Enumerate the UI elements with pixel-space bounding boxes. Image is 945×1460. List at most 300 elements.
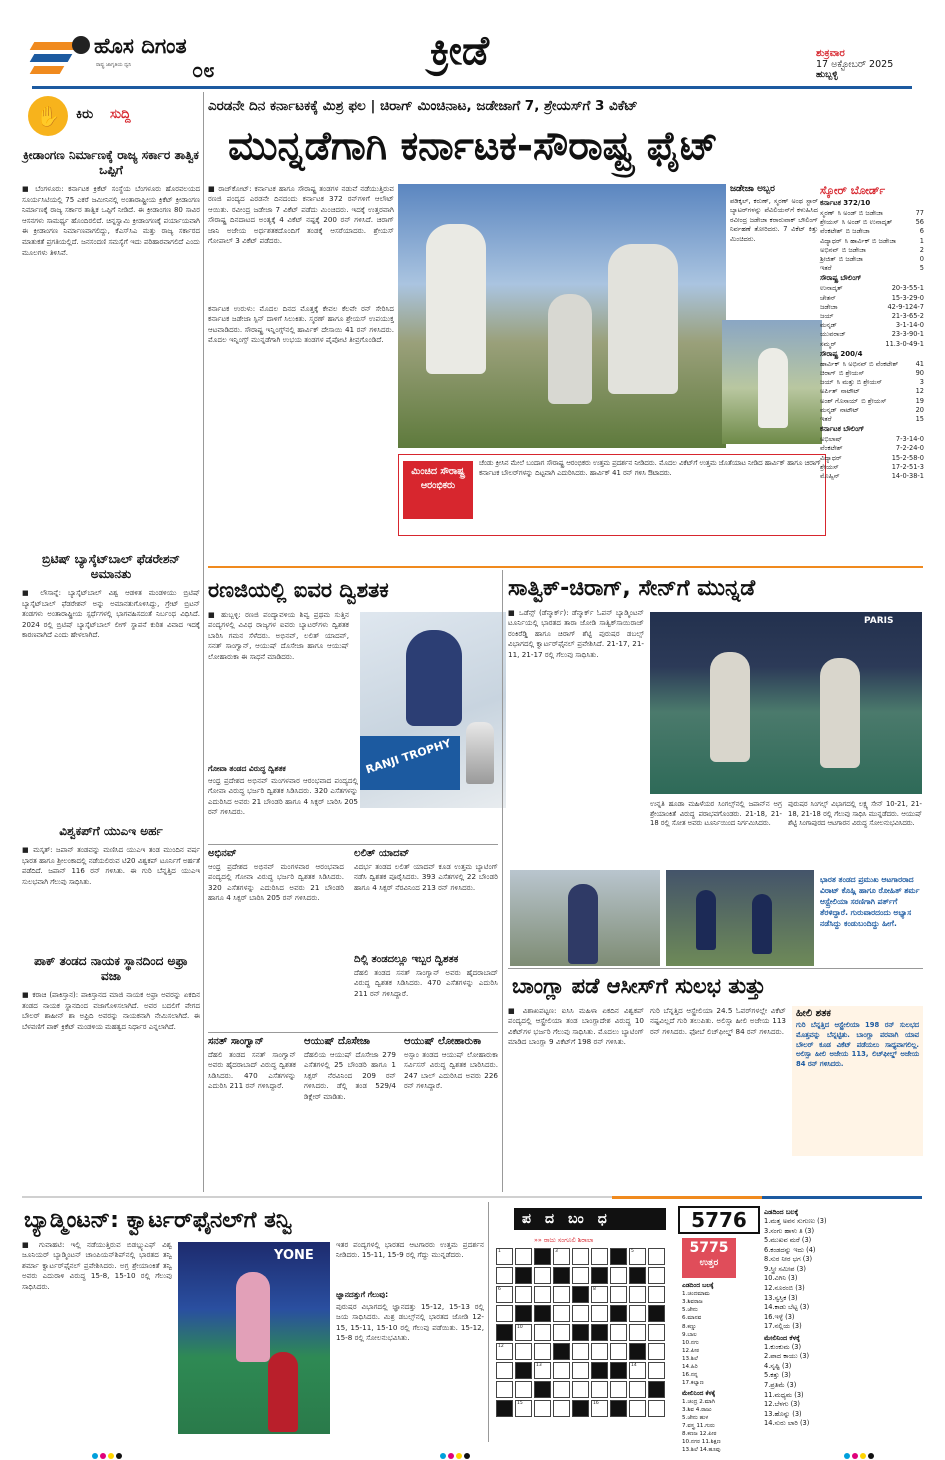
lead-story [208, 92, 923, 562]
score-row [820, 227, 924, 236]
clue: 13.ಸ್ವಸ್ತಿಕ (3) [764, 1293, 798, 1302]
crossword-cell[interactable] [496, 1324, 513, 1341]
score-cell: ಸಿ ಅಭಿನವ್ ಬಿ ವೆಂಕಟೇಶ್ [842, 359, 899, 368]
crossword-cell[interactable] [591, 1324, 608, 1341]
brief-body: ■ ಬೆಂಗಳೂರು: ಕರ್ನಾಟಕ ಕ್ರಿಕೆಟ್ ಸಂಸ್ಥೆಯ ಬೆಂಗಳೂರು ಹೊರವಲಯದ ಸೂರ್ಯಸಿಟಿಯಲ್ಲಿ 75 ಎಕರೆ ಜಮೀನಿನಲ್ಲಿ ಅಂತಾರಾಷ್ಟ್ರೀಯ ಕ್ರಿಕೆಟ್ ಕ್ರೀಡಾಂಗಣ ನಿರ್ಮಾಣಕ್ಕೆ ರಾಜ್ಯ ಸರ್ಕಾರ ತಾತ್ವಿಕ ಒಪ್ಪಿಗೆ ನೀಡಿದೆ. ಈ ಕ್ರೀಡಾಂಗಣ 80 ಸಾವಿರ ಆಸನಗಳು ಸಾಮರ್ಥ್ಯ ಹೊಂದಿರಲಿದೆ. ಚಿನ್ನಸ್ವಾಮಿ ಕ್ರೀಡಾಂಗಣಕ್ಕೆ ಪರ್ಯಾಯವಾಗಿ ಈ ಕ್ರೀಡಾಂಗಣ ನಿರ್ಮಾಣವಾಗಲಿದ್ದು, ಕೆಎಸ್‌ಸಿಎ ಮತ್ತು ರಾಜ್ಯ ಸರ್ಕಾರದ ಮಾತುಕತೆ ಪ್ರಗತಿಯಲ್ಲಿದೆ. ಜನಸಂದಣಿ ಸಮಸ್ಯೆಗೆ ಇದು ಪರಿಹಾರವಾಗಲಿದೆ ಎಂದು ಮೂಲಗಳು ತಿಳಿಸಿವೆ. [22, 185, 200, 257]
crossword-cell[interactable] [496, 1248, 513, 1265]
score-cell: ಅಭಿಲಾಷ್ [820, 435, 842, 444]
score-cell: 0 [919, 255, 924, 264]
kohli-caption: ಭಾರತ ತಂಡದ ಪ್ರಮುಖ ಆಟಗಾರರಾದ ವಿರಾಟ್ ಕೊಹ್ಲಿ ಹಾಗೂ ರೋಹಿತ್ ಶರ್ಮ ಆಸ್ಟ್ರೇಲಿಯಾ ಸರಣಿಗಾಗಿ ಪರ್ತ್‌ಗೆ ತೆರಳಿದ್ದಾರೆ. ಗುರುವಾರದಂದು ಅಭ್ಯಾಸ ನಡೆಸಿದ್ದು ಕಂಡುಬಂದಿದ್ದು ಹೀಗೆ. [820, 875, 920, 928]
score-row [820, 472, 924, 481]
crossword-cell[interactable] [515, 1362, 532, 1379]
lead-kicker: ಎರಡನೇ ದಿನ ಕರ್ನಾಟಕಕ್ಕೆ ಮಿಶ್ರ ಫಲ | ಚಿರಾಗ್ ಮಿಂಚಿನಾಟ, ಜಡೇಜಾಗೆ 7, ಶ್ರೇಯಸ್‌ಗೆ 3 ವಿಕೆಟ್ [208, 98, 638, 114]
score-cell: 2 [919, 245, 924, 254]
brief-item [22, 552, 200, 820]
masthead-day: ಶುಕ್ರವಾರ [816, 48, 845, 59]
crossword-cell[interactable] [496, 1305, 513, 1322]
crossword-cell[interactable] [591, 1248, 608, 1265]
ranji-headline: ರಣಜಿಯಲ್ಲಿ ಐವರ ದ್ವಿಶತಕ [208, 578, 389, 602]
lead-headline: ಮುನ್ನಡೆಗಾಗಿ ಕರ್ನಾಟಕ-ಸೌರಾಷ್ಟ್ರ ಫೈಟ್ [228, 124, 719, 169]
brief-title: ಕ್ರೀಡಾಂಗಣ ನಿರ್ಮಾಣಕ್ಕೆ ರಾಜ್ಯ ಸರ್ಕಾರ ತಾತ್ವಿಕ ಒಪ್ಪಿಗೆ [23, 148, 199, 177]
brief-title: ಬ್ರಿಟಿಷ್ ಬ್ಯಾಸ್ಕೆಟ್‌ಬಾಲ್ ಫೆಡರೇಶನ್ ಅಮಾನತು [42, 552, 180, 581]
player-figure [752, 894, 772, 954]
score-cell [835, 264, 917, 273]
section-rule [208, 566, 923, 568]
crossword-cell[interactable] [553, 1267, 570, 1284]
crossword-cell[interactable] [515, 1400, 532, 1417]
clue: 3.ಶಿವರಾಜ [682, 1299, 703, 1306]
cell-number: 8 [593, 1287, 596, 1292]
player-figure [426, 224, 486, 374]
ranji-photo-text: RANJI TROPHY [364, 736, 453, 777]
brief-body: ■ ಲೌಸಾನ್ನೆ: ಬ್ಯಾಸ್ಕೆಟ್‌ಬಾಲ್ ವಿಶ್ವ ಆಡಳಿತ ಮಂಡಳಿಯು ಬ್ರಿಟಿಷ್ ಬ್ಯಾಸ್ಕೆಟ್‌ಬಾಲ್ ಫೆಡರೇಶನ್ ಅನ್ನು ಅಮಾನತುಗೊಳಿಸಿದ್ದು, ಗ್ರೇಟ್ ಬ್ರಿಟನ್ ತಂಡಗಳು ಅಂತಾರಾಷ್ಟ್ರೀಯ ಸ್ಪರ್ಧೆಗಳಲ್ಲಿ ಭಾಗವಹಿಸದಂತೆ ನಿರ್ಬಂಧ ವಿಧಿಸಿದೆ. 2024 ರಲ್ಲಿ ಬ್ರಿಟಿಷ್ ಬ್ಯಾಸ್ಕೆಟ್‌ಬಾಲ್ ಲೀಗ್ ಸ್ಥಾಪನೆ ಕುರಿತ ವಿವಾದ ಇದಕ್ಕೆ ಕಾರಣವಾಗಿದೆ ಎಂದು ಹೇಳಲಾಗಿದೆ. [22, 589, 200, 640]
brief-body: ■ ಮಸ್ಕತ್: ಜಪಾನ್ ತಂಡವನ್ನು ಮಣಿಸಿದ ಯುಎಇ ತಂಡ ಮುಂದಿನ ವರ್ಷ ಭಾರತ ಹಾಗೂ ಶ್ರೀಲಂಕಾದಲ್ಲಿ ನಡೆಯಲಿರುವ ಟಿ20 ವಿಶ್ವಕಪ್ ಟೂರ್ನಿಗೆ ಅರ್ಹತೆ ಪಡೆದಿದೆ. ಜಪಾನ್ 116 ರನ್ ಗಳಿಸಿತು. ಈ ಗುರಿ ಬೆನ್ನತ್ತಿದ ಯುಎಇ ಸುಲಭವಾಗಿ ಗೆಲುವು ಸಾಧಿಸಿತು. [22, 846, 200, 886]
clue: 1.ಚಂದ್ರ 2.ಮಾಗಿ [682, 1398, 715, 1405]
player-figure [236, 1272, 270, 1362]
column-divider [502, 570, 503, 1192]
score-row [820, 218, 924, 227]
scoreboard [820, 184, 924, 562]
crossword-cell[interactable] [553, 1362, 570, 1379]
crossword-cell[interactable] [610, 1324, 627, 1341]
player-name: ಲಲಿತ್ ಯಾದವ್ [354, 848, 410, 859]
crossword-cell[interactable] [496, 1343, 513, 1360]
scoreboard-innings: ಕರ್ನಾಟಕ 372/10 [820, 199, 871, 207]
clue: 12.ಬೆಳಗು (3) [764, 1400, 800, 1409]
clue: 9.ಬಾಲ [682, 1331, 697, 1338]
crossword-cell[interactable] [591, 1305, 608, 1322]
score-cell: 23-3-90-1 [891, 330, 924, 339]
bottom-rule-accent [762, 1196, 922, 1199]
cell-number: 6 [498, 1287, 501, 1292]
crossword-cell[interactable] [515, 1248, 532, 1265]
brief-label-b: ಸುದ್ದಿ [110, 107, 131, 122]
clue: 8.ಸುರ ನೀರ ಭಗ (3) [764, 1255, 813, 1264]
clue: 16.ನನ್ನ [682, 1372, 698, 1379]
print-marks [440, 1444, 500, 1452]
brief-item [22, 954, 200, 1202]
crossword-cell[interactable] [610, 1362, 627, 1379]
crossword-cell[interactable] [553, 1343, 570, 1360]
prev-answers [682, 1282, 760, 1454]
crossword-cell[interactable] [553, 1381, 570, 1398]
score-cell: ಚಿರಾಗ್ [820, 369, 836, 378]
score-row [820, 360, 924, 369]
crossword-cell[interactable] [629, 1248, 646, 1265]
crossword-cell[interactable] [610, 1381, 627, 1398]
masthead-rule [32, 86, 912, 89]
crossword-cell[interactable] [629, 1286, 646, 1303]
crossword-cell[interactable] [629, 1362, 646, 1379]
across-list [764, 1217, 922, 1332]
player-name: ಆಯುಷ್ ಲೋಹಾರುಕಾ [404, 1036, 482, 1047]
clues [764, 1208, 922, 1440]
score-row [820, 397, 924, 406]
crossword-cell[interactable] [534, 1343, 551, 1360]
prev-down-title: ಮೇಲಿನಿಂದ ಕೆಳಕ್ಕೆ [682, 1389, 716, 1397]
score-cell: ಶ್ರೀಜಿತ್ [820, 255, 836, 264]
score-cell: ಬಿ ಜಡೇಜಾ [845, 227, 870, 236]
crossword-cell[interactable] [553, 1400, 570, 1417]
crossword-cell[interactable] [534, 1400, 551, 1417]
score-cell: 19 [915, 396, 924, 405]
crossword-cell[interactable] [629, 1400, 646, 1417]
clue: 1.ಮತ್ತ ಅವನ ಸುಗುಣು (3) [764, 1217, 827, 1225]
score-cell: ಇತರೆ [820, 415, 832, 424]
score-cell: ಜಯ್ [820, 378, 834, 387]
score-cell: ನಾಟೌಟ್ [839, 405, 860, 414]
masthead-date: 17 ಅಕ್ಟೋಬರ್ 2025 [816, 59, 894, 70]
crossword-cell[interactable] [629, 1381, 646, 1398]
crossword-cell[interactable] [496, 1286, 513, 1303]
clue: 10.ನಗು [682, 1339, 699, 1346]
photo-caption [730, 184, 818, 334]
score-cell: ಸಿ ಮತ್ತು ಬಿ ಶ್ರೇಯಸ್ [836, 378, 883, 387]
score-cell: ಮೊಹ್ಸಿನ್ [820, 472, 840, 481]
clue: 14.ಸುರು ಲಾರಿ (3) [764, 1419, 810, 1428]
bowling-table [820, 435, 924, 481]
player-name: ದಿಲ್ಲಿ ತಂಡದಲ್ಲೂ ಇಬ್ಬರ ದ್ವಿಶತಕ [354, 954, 459, 965]
clue: 17.ನಲ್ಲಿಯ (3) [764, 1322, 802, 1331]
score-cell: ವಿದ್ಯಾಧರ್ [820, 236, 842, 245]
crossword-cell[interactable] [648, 1400, 665, 1417]
score-cell: ಹಾರ್ವಿಕ್ [820, 359, 840, 368]
crossword-cell[interactable] [515, 1381, 532, 1398]
crossword-cell[interactable] [572, 1305, 589, 1322]
score-cell: 42-9-124-7 [887, 302, 924, 311]
score-cell: 3-1-14-0 [895, 321, 924, 330]
score-row [820, 264, 924, 273]
crossword-cell[interactable] [553, 1305, 570, 1322]
clue: 5.ಕತ್ತು (3) [764, 1371, 791, 1380]
crossword-cell[interactable] [648, 1305, 665, 1322]
lamp-icon [72, 36, 90, 54]
down-title: ಮೇಲಿನಿಂದ ಕೆಳಕ್ಕೆ [764, 1333, 800, 1342]
crossword-cell[interactable] [515, 1324, 532, 1341]
clue: 1.ಚಂದಮಾಮ [682, 1291, 710, 1297]
crossword-cell[interactable] [515, 1286, 532, 1303]
crossword-cell[interactable] [629, 1267, 646, 1284]
rohit-photo [666, 870, 814, 966]
score-cell: 12 [915, 387, 924, 396]
jadeja-photo [722, 320, 822, 444]
score-cell: 41 [915, 359, 924, 368]
score-cell: ಸಮ್ಮರ್ [820, 339, 837, 348]
clue: 13.ಶಿಲೆ [682, 1356, 698, 1362]
hand-icon: ✋ [28, 96, 68, 136]
magenta-dot [100, 1453, 106, 1459]
score-cell: 6 [919, 227, 924, 236]
score-cell: 5 [919, 264, 924, 273]
tanvi-photo-text: YONE [274, 1248, 314, 1263]
clue: 7.ಪ್ರತಿಮೆ (3) [764, 1381, 797, 1389]
scoreboard-bowling-title: ಸೌರಾಷ್ಟ್ರ ಬೌಲಿಂಗ್ [820, 274, 862, 283]
score-row [820, 435, 924, 444]
clue: 1.ಕುಂಕುಮ (3) [764, 1342, 802, 1351]
score-cell: ಬಿ ಜಡೇಜಾ [838, 255, 863, 264]
shine-box [398, 454, 826, 536]
crossword [492, 1202, 924, 1454]
crossword-cell[interactable] [496, 1381, 513, 1398]
divider-line [508, 968, 923, 969]
score-row [820, 284, 924, 293]
score-row [820, 237, 924, 246]
crossword-cell[interactable] [572, 1343, 589, 1360]
player-figure [568, 884, 598, 964]
player-name: ಆಯುಷ್ ದೊಸೇಜಾ [304, 1036, 371, 1047]
shine-body: ಚೆಂಡು ಕ್ರೀಸಿನ ಮೇಲೆ ಬಂದಾಗ ಸೌರಾಷ್ಟ್ರ ಆರಂಭಿಕರು ಉತ್ತಮ ಪ್ರದರ್ಶನ ನೀಡಿದರು. ಮೊದಲ ವಿಕೆಟ್‌ಗೆ ಉತ್ತಮ ಜೊತೆಯಾಟ ನೀಡಿದ ಹಾರ್ವಿಕ್ ಹಾಗೂ ಚಿರಾಗ್ ಕರ್ನಾಟಕ ಬೌಲರ್‌ಗಳನ್ನು ದಿಟ್ಟವಾಗಿ ಎದುರಿಸಿದರು. ಹಾರ್ವಿಕ್ 41 ರನ್ ಗಳಿಸಿ ಔಟಾದರು. [479, 459, 821, 477]
player-body: ದೆಹಲಿಯ ಆಯುಷ್ ದೊಸೇಜಾ 279 ಎಸೆತಗಳಲ್ಲಿ 25 ಬೌಂಡರಿ ಹಾಗೂ 1 ಸಿಕ್ಸರ್ ನೆರವಿನಿಂದ 209 ರನ್ ಗಳಿಸಿದರು. ಡೆಲ್ಲಿ ತಂಡ 529/4 ಡಿಕ್ಲೇರ್ ಮಾಡಿತು. [304, 1050, 396, 1101]
score-cell: ವೆಂಕಟೇಶ್ [820, 444, 843, 453]
clue: 2.ಪಾದ ಕಾಯು (3) [764, 1352, 810, 1361]
crossword-cell[interactable] [496, 1267, 513, 1284]
crossword-cell[interactable] [610, 1286, 627, 1303]
score-cell: ಯುವರಾಜ್ [820, 330, 846, 339]
score-row [820, 454, 924, 463]
photo-caption-body: ಪಡಿಕ್ಕಲ್, ಕರುಣ್, ಸ್ಮರಣ್ ಅಂಥ ಸ್ಟಾರ್ ಬ್ಯಾಟರ್‌ಗಳನ್ನು ಪೆವಿಲಿಯನ್‌ಗೆ ಕಳುಹಿಸಿದ ರವೀಂದ್ರ ಜಡೇಜಾ ಕರಾರುವಾಕ್ ಬೌಲಿಂಗ್ ನಿರ್ವಹಣೆ ತೋರಿದರು. 7 ವಿಕೆಟ್ ಕಿತ್ತು ಮಿಂಚಿದರು. [730, 197, 818, 243]
satwik-photo-text: PARIS [864, 616, 894, 626]
crossword-cell[interactable] [629, 1324, 646, 1341]
crossword-cell[interactable] [591, 1267, 608, 1284]
batting-table [820, 360, 924, 424]
score-cell: ಬಿ ಶ್ರೇಯಸ್ [838, 369, 865, 378]
bangla-body: ಗುರಿ ಬೆನ್ನತ್ತಿದ ಆಸ್ಟ್ರೇಲಿಯಾ 24.5 ಓವರ್‌ಗಳಲ್ಲೇ ವಿಕೆಟ್ ನಷ್ಟವಿಲ್ಲದೆ ಗುರಿ ತಲುಪಿತು. ಅಲಿಸ್ಸಾ ಹೀಲಿ ಅಜೇಯ 113 ರನ್ ಗಳಿಸಿದರು. ಫೋಬೆ ಲಿಚ್‌ಫೀಲ್ಡ್ 84 ರನ್ ಗಳಿಸಿದರು. [650, 1006, 786, 1036]
masthead-logo: ಹೊಸ ದಿಗಂತ [94, 34, 187, 58]
score-cell: ಬಿ ಜಡೇಜಾ [841, 245, 866, 254]
cell-number: 5 [631, 1249, 634, 1254]
score-row [820, 294, 924, 303]
crossword-cell[interactable] [553, 1324, 570, 1341]
score-row [820, 330, 924, 339]
crossword-cell[interactable] [610, 1343, 627, 1360]
clue: 6.ಮಾನವ [682, 1315, 702, 1322]
ranji-photo [360, 612, 506, 808]
player-name: ಸನತ್ ಸಾಂಗ್ವಾನ್ [208, 1036, 264, 1047]
crossword-cell[interactable] [572, 1381, 589, 1398]
across-title: ಎಡದಿಂದ ಬಲಕ್ಕೆ [764, 1208, 799, 1216]
crossword-cell[interactable] [629, 1343, 646, 1360]
crossword-cell[interactable] [610, 1400, 627, 1417]
score-cell: 11.3-0-49-1 [885, 339, 924, 348]
clue: 5.ಜೇನು [682, 1307, 698, 1314]
crossword-cell[interactable] [591, 1343, 608, 1360]
crossword-cell[interactable] [515, 1343, 532, 1360]
tanvi-story [22, 1202, 484, 1442]
score-cell [835, 415, 913, 424]
clue: 14.ಹಿರಿ [682, 1364, 698, 1371]
crossword-cell[interactable] [591, 1362, 608, 1379]
score-cell: 20 [915, 405, 924, 414]
crossword-cell[interactable] [572, 1362, 589, 1379]
print-marks [92, 1444, 152, 1452]
ranji-subhead: ಗೋವಾ ತಂಡದ ವಿರುದ್ಧ ದ್ವಿಶತಕ [208, 764, 286, 773]
score-cell: 20-3-55-1 [891, 284, 924, 293]
ranji-body: ■ ಹುಬ್ಬಳ್ಳಿ: ರಣಜಿ ಪಂದ್ಯಾವಳಿಯ ಶಿವ್ವ ಪ್ರಥಮ ಸುತ್ತಿನ ಪಂದ್ಯಗಳಲ್ಲಿ ವಿವಿಧ ರಾಜ್ಯಗಳ ಐವರು ಬ್ಯಾಟರ್‌ಗಳು ದ್ವಿಶತಕ ಬಾರಿಸಿ ಗಮನ ಸೆಳೆದರು. ಅಭಿನವ್, ಲಲಿತ್ ಯಾದವ್, ಸನತ್ ಸಾಂಗ್ವಾನ್, ಆಯುಷ್ ದೊಸೇಜಾ ಹಾಗೂ ಆಯುಷ್ ಲೋಹಾರುಕಾ ಈ ಸಾಧನೆ ಮಾಡಿದರು. [208, 610, 349, 661]
divider-line [208, 844, 498, 845]
crossword-cell[interactable] [648, 1267, 665, 1284]
crossword-cell[interactable] [648, 1343, 665, 1360]
crossword-cell[interactable] [534, 1381, 551, 1398]
batting-table [820, 209, 924, 273]
shine-label: ಮಿಂಚಿದ ಸೌರಾಷ್ಟ್ರ ಆರಂಭಿಕರು [403, 461, 473, 519]
cyan-dot [440, 1453, 446, 1459]
crossword-cell[interactable] [572, 1248, 589, 1265]
brief-body: ■ ಕರಾಚಿ (ಪಾಕಿಸ್ತಾನ): ಪಾಕಿಸ್ತಾನದ ಮಾಜಿ ನಾಯಕ ಅಫ್ರಾ ಅವರನ್ನು ಏಕದಿನ ತಂಡದ ನಾಯಕ ಸ್ಥಾನದಿಂದ ವಜಾಗೊಳಿಸಲಾಗಿದೆ. ಅವರ ಬದಲಿಗೆ ವೇಗದ ಬೌಲರ್ ಶಾಹೀನ್ ಶಾ ಅಫ್ರಿದಿ ಅವರನ್ನು ನಾಯಕನಾಗಿ ನೇಮಿಸಲಾಗಿದೆ. ಈ ಬೆಳವಣಿಗೆ ಪಾಕ್ ಕ್ರಿಕೆಟ್ ಮಂಡಳಿಯ ಮಹತ್ವದ ನಿರ್ಧಾರ ಎನ್ನಲಾಗಿದೆ. [22, 991, 200, 1031]
crossword-cell[interactable] [553, 1248, 570, 1265]
crossword-cell[interactable] [591, 1381, 608, 1398]
player-figure [710, 652, 750, 762]
crossword-cell[interactable] [610, 1267, 627, 1284]
satwik-body: ಉನ್ನತಿ ಹೂಡಾ ಮಹಿಳೆಯರ ಸಿಂಗಲ್ಸ್‌ನಲ್ಲಿ ಜಪಾನ್‌ನ ಅಗ್ರ ಶ್ರೇಯಾಂಕಿತೆ ವಿರುದ್ಧ ಪರಾಭವಗೊಂಡರು. 21-18, 21-18 ರಲ್ಲಿ ಸೋತ ಅವರು ಟೂರ್ನಿಯಿಂದ ನಿರ್ಗಮಿಸಿದರು. [650, 800, 782, 828]
player-block [354, 848, 498, 948]
print-marks [844, 1444, 904, 1452]
scoreboard-bowling-title: ಕರ್ನಾಟಕ ಬೌಲಿಂಗ್ [820, 425, 865, 434]
crossword-cell[interactable] [534, 1286, 551, 1303]
player-figure [758, 348, 788, 428]
satwik-photo [650, 612, 922, 794]
tanvi-headline: ಬ್ಯಾಡ್ಮಿಂಟನ್: ಕ್ವಾರ್ಟರ್‌ಫೈನಲ್‌ಗೆ ತನ್ವಿ [24, 1208, 292, 1233]
column-divider [203, 92, 204, 1192]
score-cell: 7-2-24-0 [895, 444, 924, 453]
prev-across-list [682, 1290, 760, 1388]
cell-number: 10 [517, 1325, 523, 1330]
puzzle-number: 5776 [678, 1206, 760, 1234]
player-block [304, 1036, 396, 1186]
player-figure [820, 658, 860, 768]
crossword-cell[interactable] [534, 1305, 551, 1322]
crossword-cell[interactable] [572, 1400, 589, 1417]
score-cell: ಉನಾದ್ಕತ್ [820, 284, 843, 293]
clue: 8.ಕಣ್ಣು [682, 1323, 697, 1330]
clue: 12.ಪೀಠ [682, 1347, 700, 1354]
crossword-cell[interactable] [572, 1324, 589, 1341]
lead-body: ■ ರಾಜ್‌ಕೋಟ್: ಕರ್ನಾಟಕ ಹಾಗೂ ಸೌರಾಷ್ಟ್ರ ತಂಡಗಳ ನಡುವೆ ನಡೆಯುತ್ತಿರುವ ರಣಜಿ ಪಂದ್ಯದ ಎರಡನೇ ದಿನದಂದು ಕರ್ನಾಟಕ 372 ರನ್‌ಗಳಿಗೆ ಆಲೌಟ್ ಆಯಿತು. ರವೀಂದ್ರ ಜಡೇಜಾ 7 ವಿಕೆಟ್ ಪಡೆದು ಮಿಂಚಿದರು. ಇದಕ್ಕೆ ಉತ್ತರವಾಗಿ ಸೌರಾಷ್ಟ್ರ ದಿನದಾಟದ ಅಂತ್ಯಕ್ಕೆ 4 ವಿಕೆಟ್ ನಷ್ಟಕ್ಕೆ 200 ರನ್ ಗಳಿಸಿದೆ. ಚಿರಾಗ್ ಜಾನಿ ಅಜೇಯ ಅರ್ಧಶತಕದೊಂದಿಗೆ ತಂಡಕ್ಕೆ ಆಸರೆಯಾದರು. ಶ್ರೇಯಸ್ ಗೋಪಾಲ್ 3 ವಿಕೆಟ್ ಪಡೆದರು. [208, 184, 394, 246]
score-cell: 21-3-65-2 [891, 312, 924, 321]
score-row [820, 303, 924, 312]
clue: 3.ಸಂಗು ಹಾಳು ತಿ (3) [764, 1226, 815, 1235]
satwik-body: ■ ಒಡೆನ್ಸ್ (ಡೆನ್ಮಾರ್ಕ್): ಡೆನ್ಮಾರ್ಕ್ ಓಪನ್ ಬ್ಯಾಡ್ಮಿಂಟನ್ ಟೂರ್ನಿಯಲ್ಲಿ ಭಾರತದ ತಾರಾ ಜೋಡಿ ಸಾತ್ವಿಕ್‌ಸಾಯಿರಾಜ್ ರಂಕಿರೆಡ್ಡಿ ಹಾಗೂ ಚಿರಾಗ್ ಶೆಟ್ಟಿ ಪುರುಷರ ಡಬಲ್ಸ್ ವಿಭಾಗದಲ್ಲಿ ಕ್ವಾರ್ಟರ್‌ಫೈನಲ್ ಪ್ರವೇಶಿಸಿದೆ. 21-17, 21-11, 21-17 ರಲ್ಲಿ ಗೆಲುವು ಸಾಧಿಸಿತು. [508, 608, 644, 659]
score-row [820, 463, 924, 472]
masthead-stripe [30, 42, 79, 50]
score-cell: 90 [915, 369, 924, 378]
crossword-cell[interactable] [515, 1267, 532, 1284]
score-cell: 15-3-29-0 [891, 293, 924, 302]
crossword-cell[interactable] [591, 1286, 608, 1303]
crossword-cell[interactable] [572, 1267, 589, 1284]
crossword-cell[interactable] [648, 1324, 665, 1341]
crossword-cell[interactable] [534, 1267, 551, 1284]
healy-sidebar-title: ಹೀಲಿ ಶತಕ [796, 1008, 831, 1019]
cell-number: 14 [631, 1363, 637, 1368]
bangla-story [508, 968, 923, 1194]
scoreboard-title: ಸ್ಕೋರ್ ಬೋರ್ಡ್ [820, 184, 886, 197]
satwik-headline: ಸಾತ್ವಿಕ್-ಚಿರಾಗ್, ಸೇನ್‌ಗೆ ಮುನ್ನಡೆ [508, 576, 756, 601]
score-cell: ಚೇತನ್ [820, 293, 836, 302]
crossword-cell[interactable] [534, 1248, 551, 1265]
score-row [820, 378, 924, 387]
divider-line [208, 1032, 498, 1033]
score-row [820, 387, 924, 396]
crossword-cell[interactable] [534, 1324, 551, 1341]
crossword-cell[interactable] [572, 1286, 589, 1303]
crossword-cell[interactable] [648, 1248, 665, 1265]
score-cell: ಸಿ ಅಂಡ್ ಬಿ ಜಡೇಜಾ [837, 209, 883, 217]
tanvi-body: ಪುರುಷರ ವಿಭಾಗದಲ್ಲಿ ಜ್ಞಾನದತ್ತು 15-12, 15-13 ರಲ್ಲಿ ಜಯ ಸಾಧಿಸಿದರು. ಮಿಶ್ರ ಡಬಲ್ಸ್‌ನಲ್ಲಿ ಭಾರತದ ಜೋಡಿ 12-15, 15-11, 15-10 ರಲ್ಲಿ ಗೆಲುವು ಪಡೆಯಿತು. 15-12, 15-8 ರಲ್ಲಿ ಸೋಲನುಭವಿಸಿತು. [336, 1302, 484, 1343]
crossword-cell[interactable] [610, 1248, 627, 1265]
magenta-dot [448, 1453, 454, 1459]
crossword-cell[interactable] [591, 1400, 608, 1417]
masthead-stripe [30, 66, 65, 74]
masthead-logo-block [32, 28, 246, 82]
crossword-cell[interactable] [553, 1286, 570, 1303]
brief-item [22, 148, 200, 562]
cell-number: 15 [517, 1401, 523, 1406]
player-body: ಆಂಧ್ರ ಪ್ರದೇಶದ ಅಭಿನವ್ ಮಂಗಳವಾರ ಆರಂಭವಾದ ಪಂದ್ಯದಲ್ಲಿ ಗೋವಾ ವಿರುದ್ಧ ಭರ್ಜರಿ ದ್ವಿಶತಕ ಸಿಡಿಸಿದರು. 320 ಎಸೆತಗಳನ್ನು ಎದುರಿಸಿದ ಅವರು 21 ಬೌಂಡರಿ ಹಾಗೂ 4 ಸಿಕ್ಸರ್ ಬಾರಿಸಿ 205 ರನ್ ಗಳಿಸಿದರು. [208, 862, 344, 903]
cell-number: 16 [593, 1401, 599, 1406]
ranji-subbody: ಆಂಧ್ರ ಪ್ರದೇಶದ ಅಭಿನವ್ ಮಂಗಳವಾರ ಆರಂಭವಾದ ಪಂದ್ಯದಲ್ಲಿ ಗೋವಾ ವಿರುದ್ಧ ಭರ್ಜರಿ ದ್ವಿಶತಕ ಸಿಡಿಸಿದರು. 320 ಎಸೆತಗಳನ್ನು ಎದುರಿಸಿದ ಅವರು 21 ಬೌಂಡರಿ ಹಾಗೂ 4 ಸಿಕ್ಸರ್ ಬಾರಿಸಿ 205 ರನ್ ಗಳಿಸಿದರು. [208, 776, 358, 817]
crossword-cell[interactable] [610, 1305, 627, 1322]
crossword-cell[interactable] [648, 1362, 665, 1379]
yellow-dot [456, 1453, 462, 1459]
brief-header [28, 96, 136, 136]
score-row [820, 312, 924, 321]
score-cell: ಅಭಿನವ್ [820, 245, 839, 254]
photo-caption-title: ಜಡೇಜಾ ಅಬ್ಬರ [730, 184, 775, 194]
black-dot [116, 1453, 122, 1459]
score-cell: ಬಿ ಶ್ರೇಯಸ್ [861, 396, 887, 405]
bangla-body: ■ ವಿಶಾಖಪಟ್ಟಣ: ಐಸಿಸಿ ಮಹಿಳಾ ಏಕದಿನ ವಿಶ್ವಕಪ್ ಪಂದ್ಯದಲ್ಲಿ ಆಸ್ಟ್ರೇಲಿಯಾ ತಂಡ ಬಾಂಗ್ಲಾದೇಶ ವಿರುದ್ಧ 10 ವಿಕೆಟ್‌ಗಳ ಭರ್ಜರಿ ಗೆಲುವು ಸಾಧಿಸಿತು. ಮೊದಲು ಬ್ಯಾಟಿಂಗ್ ಮಾಡಿದ ಬಾಂಗ್ಲಾ 9 ವಿಕೆಟ್‌ಗೆ 198 ರನ್ ಗಳಿಸಿತು. [508, 1006, 644, 1047]
prev-answer-box [682, 1238, 736, 1278]
prev-across-title: ಎಡದಿಂದ ಬಲಕ್ಕೆ [682, 1282, 714, 1289]
crossword-cell[interactable] [648, 1286, 665, 1303]
score-cell: ಶ್ರೇಯಸ್ [820, 218, 839, 227]
cell-number: 3 [555, 1249, 558, 1254]
crossword-cell[interactable] [515, 1305, 532, 1322]
crossword-cell[interactable] [629, 1305, 646, 1322]
brief-column [22, 92, 200, 1200]
player-body: ಅಸ್ಸಾಂ ತಂಡದ ಆಯುಷ್ ಲೋಹಾರುಕಾ ಸರ್ವಿಸಸ್ ವಿರುದ್ಧ ದ್ವಿಶತಕ ಬಾರಿಸಿದರು. 247 ಬಾಲ್ ಎದುರಿಸಿದ ಅವರು 226 ರನ್ ಗಳಿಸಿದ್ದಾರೆ. [404, 1050, 498, 1091]
puzzle-title: ಪದಬಂಧ [522, 1211, 621, 1227]
score-row [820, 444, 924, 453]
score-cell: ವೆಂಕಟೇಶ್ [820, 227, 843, 236]
clue: 4.ಸೃಷ್ಟಿ (3) [764, 1361, 792, 1370]
clue: 5.ಜೇನು ಹುಳ [682, 1414, 709, 1421]
score-row [820, 369, 924, 378]
clue: 17.ಕಲ್ಯಾಣ [682, 1380, 704, 1387]
score-cell: 17-2-51-3 [891, 462, 924, 471]
brief-item [22, 824, 200, 951]
clue: 12.ನೂರಂಬಿ (3) [764, 1283, 805, 1292]
prev-down-list [682, 1398, 760, 1455]
score-row [820, 209, 924, 218]
tanvi-body: ■ ಗುವಾಹಟಿ: ಇಲ್ಲಿ ನಡೆಯುತ್ತಿರುವ ಬಿಡಬ್ಲ್ಯುಎಫ್ ವಿಶ್ವ ಜೂನಿಯರ್ ಬ್ಯಾಡ್ಮಿಂಟನ್ ಚಾಂಪಿಯನ್‌ಶಿಪ್‌ನಲ್ಲಿ ಭಾರತದ ತನ್ವಿ ಶರ್ಮಾ ಕ್ವಾರ್ಟರ್‌ಫೈನಲ್ ಪ್ರವೇಶಿಸಿದರು. ಅಗ್ರ ಶ್ರೇಯಾಂಕಿತೆ ತನ್ವಿ ಅವರು ಎದುರಾಳಿ ವಿರುದ್ಧ 15-8, 15-10 ರಲ್ಲಿ ಗೆಲುವು ಸಾಧಿಸಿದರು. [22, 1240, 172, 1291]
score-cell: 56 [915, 218, 924, 227]
score-cell: ಇತರೆ [820, 264, 832, 273]
tanvi-body: ಇತರ ಪಂದ್ಯಗಳಲ್ಲಿ ಭಾರತದ ಆಟಗಾರರು ಉತ್ತಮ ಪ್ರದರ್ಶನ ನೀಡಿದರು. 15-11, 15-9 ರಲ್ಲಿ ಗೆದ್ದು ಮುನ್ನಡೆದರು. [336, 1240, 484, 1260]
section-title: ಕ್ರೀಡೆ [430, 28, 489, 74]
clue: 11.ಮಧ್ಯಮ (3) [764, 1390, 804, 1399]
crossword-cell[interactable] [534, 1362, 551, 1379]
crossword-cell[interactable] [496, 1362, 513, 1379]
clue: 6.ಕಂಡದನ್ನು ಇದು (4) [764, 1245, 816, 1254]
clue: 8.ಕಣಜ 12.ಪೀಠ [682, 1431, 717, 1437]
score-row [820, 415, 924, 424]
score-cell: ಸ್ಮರಣ್ [820, 209, 835, 217]
satwik-body: ಪುರುಷರ ಸಿಂಗಲ್ಸ್ ವಿಭಾಗದಲ್ಲಿ ಲಕ್ಷ್ಯ ಸೇನ್ 10-21, 21-18, 21-18 ರಲ್ಲಿ ಗೆಲುವು ಸಾಧಿಸಿ ಮುನ್ನಡೆದರು. ಆಯುಷ್ ಶೆಟ್ಟಿ ಸಿಂಗಾಪುರದ ಆಟಗಾರನ ವಿರುದ್ಧ ಸೋಲನುಭವಿಸಿದರು. [788, 800, 922, 828]
crossword-cell[interactable] [496, 1400, 513, 1417]
healy-sidebar-body: ಗುರಿ ಬೆನ್ನತ್ತಿದ ಆಸ್ಟ್ರೇಲಿಯಾ 198 ರನ್ ಸುಲಭದ ಮೊತ್ತವನ್ನು ಬೆನ್ನಟ್ಟಿತು. ಬಾಂಗ್ಲಾ ಪರವಾಗಿ ಯಾವ ಬೌಲರ್ ಕೂಡ ವಿಕೆಟ್ ಪಡೆಯಲು ಸಾಧ್ಯವಾಗಲಿಲ್ಲ. ಅಲಿಸ್ಸಾ ಹೀಲಿ ಅಜೇಯ 113, ಲಿಚ್‌ಫೀಲ್ಡ್ ಅಜೇಯ 84 ರನ್ ಗಳಿಸಿದರು. [796, 1021, 919, 1069]
crossword-cell[interactable] [648, 1381, 665, 1398]
